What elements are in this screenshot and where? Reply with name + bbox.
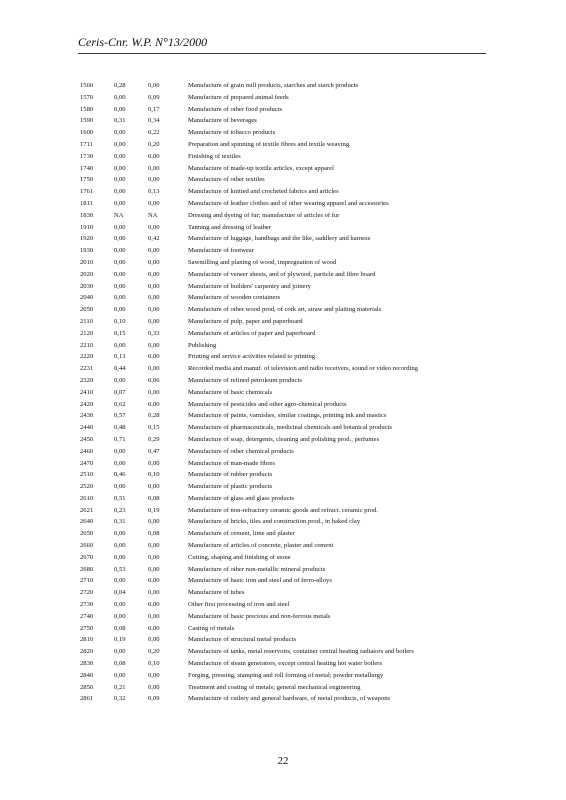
description-cell: Manufacture of man-made fibres <box>188 459 275 467</box>
value-1-cell: 0,00 <box>114 294 126 302</box>
code-cell: 2110 <box>80 317 93 325</box>
value-2-cell: 0,20 <box>148 140 160 148</box>
description-cell: Manufacture of tobacco products <box>188 129 276 137</box>
table-row <box>80 552 490 564</box>
table-row <box>80 210 490 222</box>
value-1-cell: 0,00 <box>114 282 126 290</box>
code-cell: 2410 <box>80 388 94 396</box>
description-cell: Manufacture of other chemical products <box>188 447 294 455</box>
code-cell: 1910 <box>80 223 94 231</box>
description-cell: Preparation and spinning of textile fibres and textile weaving <box>188 140 350 148</box>
value-2-cell: 0,06 <box>148 376 160 384</box>
table-row <box>80 151 490 163</box>
table-row <box>80 634 490 646</box>
value-1-cell: 0,08 <box>114 624 126 632</box>
value-1-cell: 0,00 <box>114 270 126 278</box>
code-cell: 2430 <box>80 412 94 420</box>
value-2-cell: 0,09 <box>148 93 160 101</box>
code-cell: 2650 <box>80 530 94 538</box>
description-cell: Manufacture of made-up textile articles, except apparel <box>188 164 334 172</box>
table-row <box>80 575 490 587</box>
code-cell: 1811 <box>80 199 93 207</box>
value-1-cell: 0,15 <box>114 329 126 337</box>
value-2-cell: 0,19 <box>148 506 160 514</box>
value-1-cell: 0,00 <box>114 459 126 467</box>
value-2-cell: 0,13 <box>148 188 160 196</box>
value-1-cell: 0,31 <box>114 117 126 125</box>
value-1-cell: 0,57 <box>114 412 126 420</box>
code-cell: 2420 <box>80 400 94 408</box>
code-cell: 1560 <box>80 82 94 89</box>
description-cell: Cutting, shaping and finishing of stone <box>188 553 291 561</box>
value-1-cell: 0,00 <box>114 447 126 455</box>
value-2-cell: 0,00 <box>148 636 160 644</box>
value-2-cell: 0,00 <box>148 365 160 373</box>
table-row <box>80 328 490 340</box>
value-1-cell: 0,48 <box>114 424 126 432</box>
code-cell: 2840 <box>80 671 94 679</box>
value-2-cell: 0,34 <box>148 117 160 125</box>
description-cell: Finishing of textiles <box>188 152 241 160</box>
description-cell: Manufacture of basic chemicals <box>188 388 273 396</box>
value-1-cell: 0,00 <box>114 376 126 384</box>
description-cell: Manufacture of articles of paper and paperboard <box>188 329 316 337</box>
table-row <box>80 399 490 411</box>
code-cell: 1740 <box>80 164 94 172</box>
description-cell: Manufacture of wooden containers <box>188 294 281 302</box>
value-2-cell: 0,00 <box>148 553 160 561</box>
code-cell: 2820 <box>80 648 94 656</box>
value-1-cell: 0,00 <box>114 105 126 113</box>
code-cell: 1711 <box>80 140 93 148</box>
code-cell: 2320 <box>80 376 94 384</box>
description-cell: Manufacture of beverages <box>188 117 257 125</box>
description-cell: Printing and service activities related to printing <box>188 353 316 361</box>
description-cell: Manufacture of knitted and crocheted fabrics and articles <box>188 188 339 196</box>
code-cell: 2450 <box>80 435 94 443</box>
value-2-cell: 0,00 <box>148 577 160 585</box>
table-row <box>80 104 490 116</box>
table-row <box>80 245 490 257</box>
value-1-cell: 0,00 <box>114 235 126 243</box>
value-1-cell: 0,04 <box>114 589 126 597</box>
value-1-cell: 0,21 <box>114 683 126 691</box>
value-2-cell: 0,00 <box>148 601 160 609</box>
table-row <box>80 682 490 694</box>
description-cell: Tanning and dressing of leather <box>188 223 272 231</box>
description-cell: Manufacture of tanks, metal reservoirs, container central heating radiators and boilers <box>188 648 414 656</box>
table-row <box>80 611 490 623</box>
table-row <box>80 292 490 304</box>
description-cell: Recorded media and manuf. of television and radio receivers, sound or video recording <box>188 365 418 373</box>
table-row <box>80 174 490 186</box>
description-cell: Manufacture of glass and glass products <box>188 494 295 502</box>
value-2-cell: 0,20 <box>148 648 160 656</box>
table-row <box>80 127 490 139</box>
description-cell: Dressing and dyeing of fur; manufacture of articles of fur <box>188 211 340 219</box>
value-2-cell: 0,22 <box>148 129 160 137</box>
table-row <box>80 387 490 399</box>
value-2-cell: 0,00 <box>148 282 160 290</box>
value-1-cell: 0,00 <box>114 577 126 585</box>
description-cell: Manufacture of cutlery and general hardware, of metal products, of weapons <box>188 695 391 703</box>
value-1-cell: 0,07 <box>114 388 126 396</box>
code-cell: 2640 <box>80 518 94 526</box>
value-2-cell: 0,00 <box>148 388 160 396</box>
description-cell: Manufacture of structural metal products <box>188 636 297 644</box>
value-2-cell: 0,00 <box>148 353 160 361</box>
value-2-cell: 0,00 <box>148 683 160 691</box>
code-cell: 2010 <box>80 258 94 266</box>
code-cell: 2020 <box>80 270 94 278</box>
code-cell: 2510 <box>80 471 94 479</box>
table-row <box>80 493 490 505</box>
code-cell: 2810 <box>80 636 94 644</box>
table-row <box>80 198 490 210</box>
value-1-cell: 0,00 <box>114 553 126 561</box>
code-cell: 2030 <box>80 282 94 290</box>
value-1-cell: 0,00 <box>114 129 126 137</box>
description-cell: Publishing <box>188 341 217 349</box>
description-cell: Manufacture of other wood prod, of cork art, straw and plaiting materials <box>188 306 382 314</box>
value-2-cell: 0,00 <box>148 270 160 278</box>
description-cell: Manufacture of prepared animal feeds <box>188 93 289 101</box>
description-cell: Manufacture of other textiles <box>188 176 265 184</box>
value-1-cell: 0,00 <box>114 223 126 231</box>
value-1-cell: 0,13 <box>114 353 126 361</box>
table-row <box>80 410 490 422</box>
value-2-cell: 0,28 <box>148 412 160 420</box>
page-number: 22 <box>277 755 289 767</box>
value-2-cell: 0,47 <box>148 447 160 455</box>
table-row <box>80 540 490 552</box>
value-2-cell: 0,17 <box>148 105 160 113</box>
table-row <box>80 516 490 528</box>
code-cell: 2621 <box>80 506 94 514</box>
value-2-cell: 0,00 <box>148 542 160 550</box>
value-1-cell: 0,51 <box>114 494 126 502</box>
description-cell: Manufacture of bricks, tiles and construction prod., in baked clay <box>188 518 361 526</box>
table-row <box>80 469 490 481</box>
code-cell: 2231 <box>80 365 94 373</box>
table-row <box>80 340 490 352</box>
description-cell: Manufacture of non-refractory ceramic goods and refract. ceramic prod. <box>188 506 379 514</box>
code-cell: 2040 <box>80 294 94 302</box>
code-cell: 1930 <box>80 247 94 255</box>
value-1-cell: 0,32 <box>114 695 126 703</box>
description-cell: Manufacture of leather clothes and of other wearing apparel and accessories <box>188 199 389 207</box>
value-2-cell: 0,42 <box>148 235 160 243</box>
value-2-cell: 0,00 <box>148 306 160 314</box>
code-cell: 1830 <box>80 211 94 219</box>
description-cell: Other first processing of iron and steel <box>188 601 290 609</box>
value-1-cell: 0,00 <box>114 176 126 184</box>
description-cell: Manufacture of articles of concrete, plaster and cement <box>188 542 334 550</box>
description-cell: Casting of metals <box>188 624 235 632</box>
table-row <box>80 92 490 104</box>
value-2-cell: 0,00 <box>148 624 160 632</box>
table-row <box>80 257 490 269</box>
code-cell: 1600 <box>80 129 94 137</box>
description-cell: Manufacture of soap, detergents, cleaning and polishing prod., perfumes <box>188 435 380 443</box>
value-2-cell: 0,00 <box>148 152 160 160</box>
value-2-cell: 0,00 <box>148 589 160 597</box>
value-1-cell: 0,08 <box>114 660 126 668</box>
description-cell: Manufacture of rubber products <box>188 471 273 479</box>
table-row <box>80 351 490 363</box>
value-1-cell: 0,00 <box>114 542 126 550</box>
value-1-cell: 0,28 <box>114 82 126 89</box>
description-cell: Manufacture of plastic products <box>188 483 273 491</box>
description-cell: Manufacture of grain mill products, starches and starch products <box>188 82 359 89</box>
value-2-cell: 0,00 <box>148 258 160 266</box>
value-1-cell: 0,00 <box>114 164 126 172</box>
description-cell: Manufacture of pharmaceuticals, medicinal chemicals and botanical products <box>188 424 392 432</box>
value-2-cell: 0,00 <box>148 565 160 573</box>
value-1-cell: 0,00 <box>114 152 126 160</box>
table-row <box>80 80 490 92</box>
table-row <box>80 564 490 576</box>
table-row <box>80 304 490 316</box>
table-row <box>80 587 490 599</box>
value-1-cell: 0,44 <box>114 365 126 373</box>
table-row <box>80 434 490 446</box>
value-2-cell: 0,29 <box>148 435 160 443</box>
value-2-cell: 0,15 <box>148 424 160 432</box>
code-cell: 2680 <box>80 565 94 573</box>
code-cell: 2210 <box>80 341 94 349</box>
code-cell: 1750 <box>80 176 94 184</box>
code-cell: 2440 <box>80 424 94 432</box>
value-2-cell: 0,00 <box>148 164 160 172</box>
value-2-cell: 0,08 <box>148 494 160 502</box>
running-header <box>78 35 486 53</box>
value-2-cell: 0,10 <box>148 471 160 479</box>
value-1-cell: 0,23 <box>114 506 126 514</box>
value-2-cell: 0,00 <box>148 82 160 89</box>
value-2-cell: NA <box>148 211 158 219</box>
value-1-cell: 0,71 <box>114 435 126 443</box>
value-1-cell: 0,10 <box>114 317 126 325</box>
value-1-cell: 0,00 <box>114 601 126 609</box>
description-cell: Treatment and coating of metals; general mechanical engineering <box>188 683 361 691</box>
table-row <box>80 670 490 682</box>
value-2-cell: 0,08 <box>148 530 160 538</box>
code-cell: 2740 <box>80 612 94 620</box>
code-cell: 1590 <box>80 117 94 125</box>
code-cell: 2850 <box>80 683 94 691</box>
value-1-cell: 0,00 <box>114 530 126 538</box>
description-cell: Manufacture of veneer sheets, and of plywood, particle and fibre board <box>188 270 376 278</box>
table-row <box>80 528 490 540</box>
value-2-cell: 0,00 <box>148 518 160 526</box>
code-cell: 2660 <box>80 542 94 550</box>
table-row <box>80 375 490 387</box>
table-row <box>80 269 490 281</box>
value-2-cell: 0,00 <box>148 341 160 349</box>
code-cell: 2670 <box>80 553 94 561</box>
table-row <box>80 163 490 175</box>
value-1-cell: 0,62 <box>114 400 126 408</box>
value-1-cell: 0,00 <box>114 483 126 491</box>
description-cell: Manufacture of refined petroleum products <box>188 376 302 384</box>
value-2-cell: 0,00 <box>148 176 160 184</box>
value-2-cell: 0,00 <box>148 459 160 467</box>
table-row <box>80 139 490 151</box>
table-row <box>80 281 490 293</box>
value-2-cell: 0,00 <box>148 612 160 620</box>
value-1-cell: 0,00 <box>114 341 126 349</box>
code-cell: 2520 <box>80 483 94 491</box>
data-table <box>80 80 490 705</box>
code-cell: 2460 <box>80 447 94 455</box>
table-row <box>80 186 490 198</box>
value-2-cell: 0,33 <box>148 329 160 337</box>
value-1-cell: 0,00 <box>114 306 126 314</box>
value-1-cell: 0,00 <box>114 93 126 101</box>
value-1-cell: 0,00 <box>114 140 126 148</box>
description-cell: Manufacture of other food products <box>188 105 283 113</box>
description-cell: Manufacture of paints, varnishes, similar coatings, printing ink and mastics <box>188 412 387 420</box>
description-cell: Manufacture of tubes <box>188 589 245 597</box>
value-1-cell: NA <box>114 211 124 219</box>
description-cell: Manufacture of other non-metallic mineral products <box>188 565 326 573</box>
table-row <box>80 481 490 493</box>
value-2-cell: 0,00 <box>148 223 160 231</box>
description-cell: Manufacture of luggage, handbags and the like, saddlery and harness <box>188 235 371 243</box>
code-cell: 2610 <box>80 494 94 502</box>
table-row <box>80 316 490 328</box>
value-2-cell: 0,00 <box>148 294 160 302</box>
header-rule <box>78 53 486 54</box>
description-cell: Manufacture of builders' carpentry and joinery <box>188 282 311 290</box>
code-cell: 2220 <box>80 353 94 361</box>
value-2-cell: 0,00 <box>148 317 160 325</box>
code-cell: 1730 <box>80 152 94 160</box>
code-cell: 2470 <box>80 459 94 467</box>
table-row <box>80 115 490 127</box>
value-1-cell: 0,00 <box>114 612 126 620</box>
table-row <box>80 233 490 245</box>
description-cell: Manufacture of cement, lime and plaster <box>188 530 295 538</box>
table-row <box>80 505 490 517</box>
value-2-cell: 0,00 <box>148 400 160 408</box>
header-title: Ceris-Cnr. W.P. N°13/2000 <box>78 35 208 49</box>
table-row <box>80 422 490 434</box>
code-cell: 2730 <box>80 601 94 609</box>
value-1-cell: 0,00 <box>114 247 126 255</box>
code-cell: 2050 <box>80 306 94 314</box>
value-1-cell: 0,00 <box>114 258 126 266</box>
description-cell: Manufacture of basic precious and non-ferrous metals <box>188 612 331 620</box>
value-2-cell: 0,00 <box>148 671 160 679</box>
table-row <box>80 458 490 470</box>
code-cell: 2710 <box>80 577 94 585</box>
value-1-cell: 0,00 <box>114 671 126 679</box>
value-1-cell: 0,00 <box>114 648 126 656</box>
code-cell: 1570 <box>80 93 94 101</box>
code-cell: 1920 <box>80 235 94 243</box>
code-cell: 2720 <box>80 589 94 597</box>
code-cell: 1580 <box>80 105 94 113</box>
table-row <box>80 363 490 375</box>
value-1-cell: 0,00 <box>114 199 126 207</box>
table-row <box>80 658 490 670</box>
value-2-cell: 0,09 <box>148 695 160 703</box>
description-cell: Manufacture of steam generators, except central heating hot water boilers <box>188 660 383 668</box>
description-cell: Sawmilling and planing of wood, impregnation of wood <box>188 258 337 266</box>
code-cell: 2120 <box>80 329 94 337</box>
value-1-cell: 0,31 <box>114 518 126 526</box>
code-cell: 2861 <box>80 695 94 703</box>
table-row <box>80 646 490 658</box>
table-row <box>80 623 490 635</box>
value-1-cell: 0,46 <box>114 471 126 479</box>
description-cell: Forging, pressing, stamping and roll forming of metal; powder metallurgy <box>188 671 384 679</box>
value-2-cell: 0,00 <box>148 247 160 255</box>
value-2-cell: 0,00 <box>148 199 160 207</box>
description-cell: Manufacture of pulp, paper and paperboard <box>188 317 303 325</box>
code-cell: 2750 <box>80 624 94 632</box>
code-cell: 1761 <box>80 188 94 196</box>
table-row <box>80 446 490 458</box>
description-cell: Manufacture of pesticides and other agro-chemical products <box>188 400 347 408</box>
code-cell: 2830 <box>80 660 94 668</box>
table-row <box>80 599 490 611</box>
table-row <box>80 222 490 234</box>
value-1-cell: 0,00 <box>114 188 126 196</box>
value-2-cell: 0,10 <box>148 660 160 668</box>
value-2-cell: 0,00 <box>148 483 160 491</box>
table-row <box>80 693 490 705</box>
value-1-cell: 0,53 <box>114 565 126 573</box>
value-1-cell: 0,19 <box>114 636 126 644</box>
description-cell: Manufacture of basic iron and steel and of ferro-alloys <box>188 577 332 585</box>
description-cell: Manufacture of footwear <box>188 247 254 255</box>
